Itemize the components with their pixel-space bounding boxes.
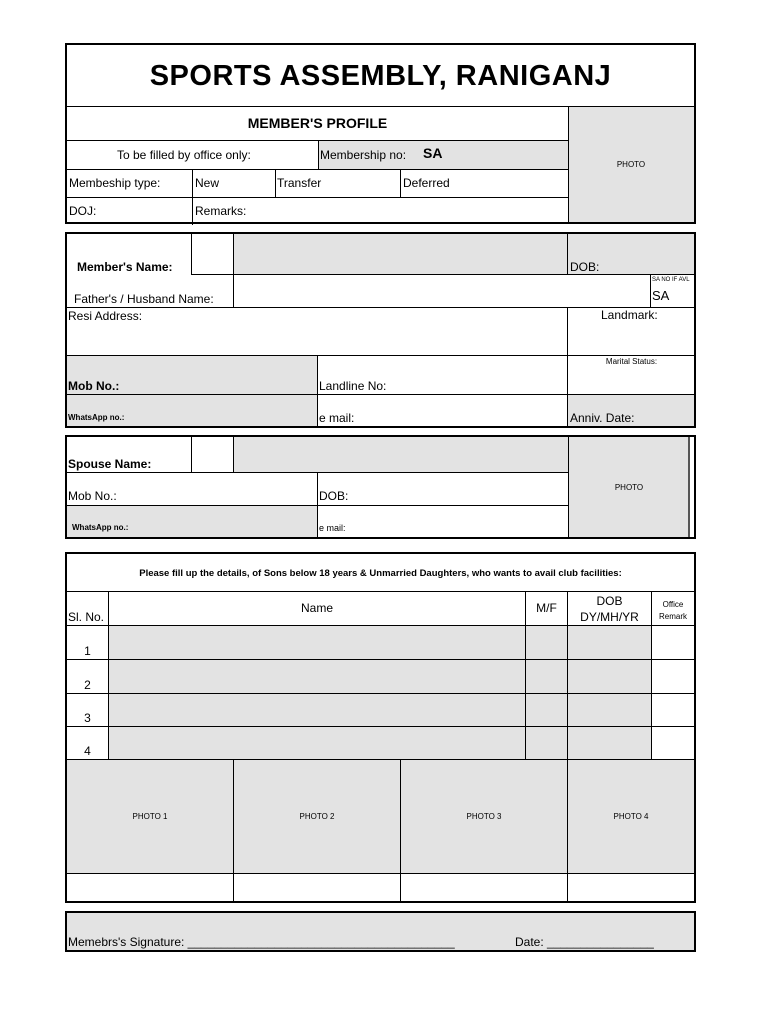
father-husband-label: Father's / Husband Name:: [74, 292, 214, 306]
col-dob-line1: DOB: [596, 594, 623, 608]
signature-section[interactable]: [65, 911, 696, 952]
col-dob-line2: DY/MH/YR: [580, 610, 639, 624]
form-title: SPORTS ASSEMBLY, RANIGANJ: [149, 60, 612, 92]
col-slno: Sl. No.: [68, 610, 105, 624]
children-section: [65, 552, 696, 903]
membership-no-label: Membership no:: [320, 148, 407, 162]
col-name: Name: [300, 601, 333, 615]
member-name-field[interactable]: [234, 234, 568, 275]
membership-no-value: SA: [423, 145, 443, 161]
profile-heading: MEMBER'S PROFILE: [247, 115, 388, 131]
header-section: [65, 43, 696, 224]
membership-type-label: Membeship type:: [69, 176, 161, 190]
spouse-email-label: e mail:: [319, 523, 346, 533]
remarks-label: Remarks:: [195, 204, 247, 218]
child-row-2: 2: [84, 678, 91, 692]
col-office-line2: Remark: [658, 612, 687, 621]
signature-date-label: Date: ________________: [515, 935, 654, 949]
email-label: e mail:: [319, 411, 355, 425]
child-row-4: 4: [84, 744, 91, 758]
membership-type-new[interactable]: New: [195, 176, 220, 190]
child-photo-1: PHOTO 1: [132, 812, 168, 821]
col-mf: M/F: [536, 601, 557, 615]
landmark-label: Landmark:: [601, 308, 658, 322]
office-only-label: To be filled by office only:: [117, 148, 251, 162]
spouse-dob-label: DOB:: [319, 489, 349, 503]
resi-address-label: Resi Address:: [68, 309, 143, 323]
membership-type-transfer[interactable]: Transfer: [277, 176, 322, 190]
child-photo-2: PHOTO 2: [299, 812, 335, 821]
spouse-mob-label: Mob No.:: [68, 489, 117, 503]
sa-no-value: SA: [652, 288, 670, 303]
spouse-photo-label: PHOTO: [614, 483, 644, 492]
child-row-1: 1: [84, 644, 91, 658]
member-name-label: Member's Name:: [77, 260, 173, 274]
spouse-name-field[interactable]: [234, 437, 568, 472]
membership-type-deferred[interactable]: Deferred: [403, 176, 450, 190]
doj-label: DOJ:: [69, 204, 97, 218]
spouse-section: [65, 435, 696, 539]
whatsapp-label: WhatsApp no.:: [68, 413, 125, 422]
col-office-line1: Office: [662, 600, 684, 609]
spouse-whatsapp-label: WhatsApp no.:: [72, 523, 129, 532]
child-photo-4: PHOTO 4: [613, 812, 649, 821]
dob-label: DOB:: [570, 260, 600, 274]
anniv-date-label: Anniv. Date:: [570, 411, 635, 425]
child-photo-3: PHOTO 3: [466, 812, 502, 821]
signature-label: Memebrs's Signature: ________________________________________: [68, 935, 455, 949]
children-instruction: Please fill up the details, of Sons below 18 years & Unmarried Daughters, who wants to avail club facilities:: [139, 568, 622, 579]
spouse-name-label: Spouse Name:: [68, 457, 152, 471]
landline-label: Landline No:: [319, 379, 387, 393]
sa-no-label: SA NO IF AVL: [652, 277, 690, 283]
member-section: [65, 232, 696, 428]
marital-status-label: Marital Status:: [605, 357, 658, 366]
member-photo-label: PHOTO: [616, 160, 646, 169]
child-row-3: 3: [84, 711, 91, 725]
mob-no-label: Mob No.:: [68, 379, 120, 393]
